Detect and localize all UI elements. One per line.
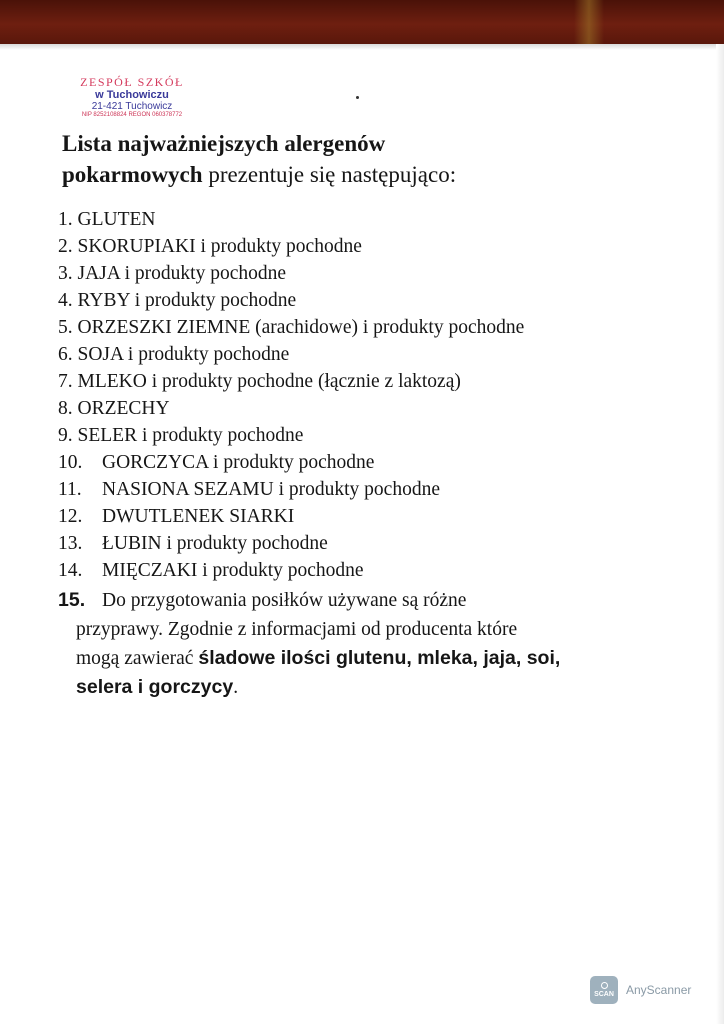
item-text: NASIONA SEZAMU i produkty pochodne <box>102 479 440 500</box>
list-item <box>58 287 678 314</box>
item-text: RYBY i produkty pochodne <box>72 290 297 311</box>
list-item <box>58 368 678 395</box>
item-number: 13. <box>58 533 83 554</box>
scan-shadow <box>0 44 724 50</box>
item-text: GLUTEN <box>72 209 156 230</box>
school-stamp <box>62 76 202 119</box>
scanner-logo-icon <box>590 976 618 1004</box>
list-item <box>58 422 678 449</box>
item-number: 9. <box>58 425 73 446</box>
item-text: ORZECHY <box>72 398 170 419</box>
item-text: DWUTLENEK SIARKI <box>102 506 295 527</box>
item-text: MIĘCZAKI i produkty pochodne <box>102 560 364 581</box>
item-text: SKORUPIAKI i produkty pochodne <box>72 236 362 257</box>
item-number: 4. <box>58 290 73 311</box>
list-item <box>58 314 678 341</box>
item-number: 15. <box>58 589 86 611</box>
item-15-line-4-end: . <box>233 677 239 698</box>
item-15-line-1: Do przygotowania posiłków używane są różne <box>102 590 467 611</box>
stamp-line-2: w Tuchowiczu <box>95 89 169 102</box>
allergen-list <box>58 206 678 702</box>
item-number: 2. <box>58 236 73 257</box>
heading-normal: prezentuje się następująco: <box>202 162 457 187</box>
item-number: 5. <box>58 317 73 338</box>
item-15-line-4-bold: selera i gorczycy <box>76 676 234 698</box>
item-number: 14. <box>58 560 83 581</box>
watermark-brand: AnyScanner <box>626 983 692 997</box>
item-text: SOJA i produkty pochodne <box>72 344 290 365</box>
item-text: MLEKO i produkty pochodne (łącznie z laktozą) <box>72 371 461 392</box>
list-item <box>58 530 678 557</box>
heading-bold-2: pokarmowych <box>62 162 203 187</box>
item-15-line-3-normal: mogą zawierać <box>76 648 199 669</box>
item-text: JAJA i produkty pochodne <box>72 263 287 284</box>
page-edge-shadow <box>716 44 724 1024</box>
item-text: GORCZYCA i produkty pochodne <box>102 452 375 473</box>
list-item <box>58 476 678 503</box>
item-number: 8. <box>58 398 73 419</box>
stamp-line-4: NIP 8252108824 REGON 060378772 <box>81 112 183 119</box>
item-number: 11. <box>58 479 82 500</box>
stamp-line-1: ZESPÓŁ SZKÓŁ <box>80 75 184 89</box>
stamp-line-3: 21-421 Tuchowicz <box>91 101 173 113</box>
item-number: 12. <box>58 506 83 527</box>
item-15-line-2: przyprawy. Zgodnie z informacjami od producenta które <box>76 619 518 640</box>
logo-ring <box>601 982 608 989</box>
heading-bold-1: Lista najważniejszych alergenów <box>62 131 386 156</box>
document-heading <box>62 128 662 190</box>
scan-speck <box>356 96 359 99</box>
item-number: 6. <box>58 344 73 365</box>
list-item <box>58 557 678 584</box>
scanner-watermark <box>590 976 691 1004</box>
logo-text: SCAN <box>594 991 614 998</box>
list-item <box>58 206 678 233</box>
item-text: ORZESZKI ZIEMNE (arachidowe) i produkty pochodne <box>72 317 525 338</box>
list-item <box>58 395 678 422</box>
list-item <box>58 233 678 260</box>
scan-top-border <box>0 0 724 44</box>
list-item <box>58 503 678 530</box>
item-15-line-3-bold: śladowe ilości glutenu, mleka, jaja, soi, <box>198 647 561 669</box>
list-item <box>58 449 678 476</box>
item-number: 10. <box>58 452 83 473</box>
item-number: 1. <box>58 209 73 230</box>
item-text: ŁUBIN i produkty pochodne <box>102 533 328 554</box>
list-item <box>58 341 678 368</box>
list-item-15 <box>58 586 678 702</box>
list-item <box>58 260 678 287</box>
scan-glare <box>574 0 604 44</box>
item-text: SELER i produkty pochodne <box>72 425 304 446</box>
item-number: 3. <box>58 263 73 284</box>
item-number: 7. <box>58 371 73 392</box>
